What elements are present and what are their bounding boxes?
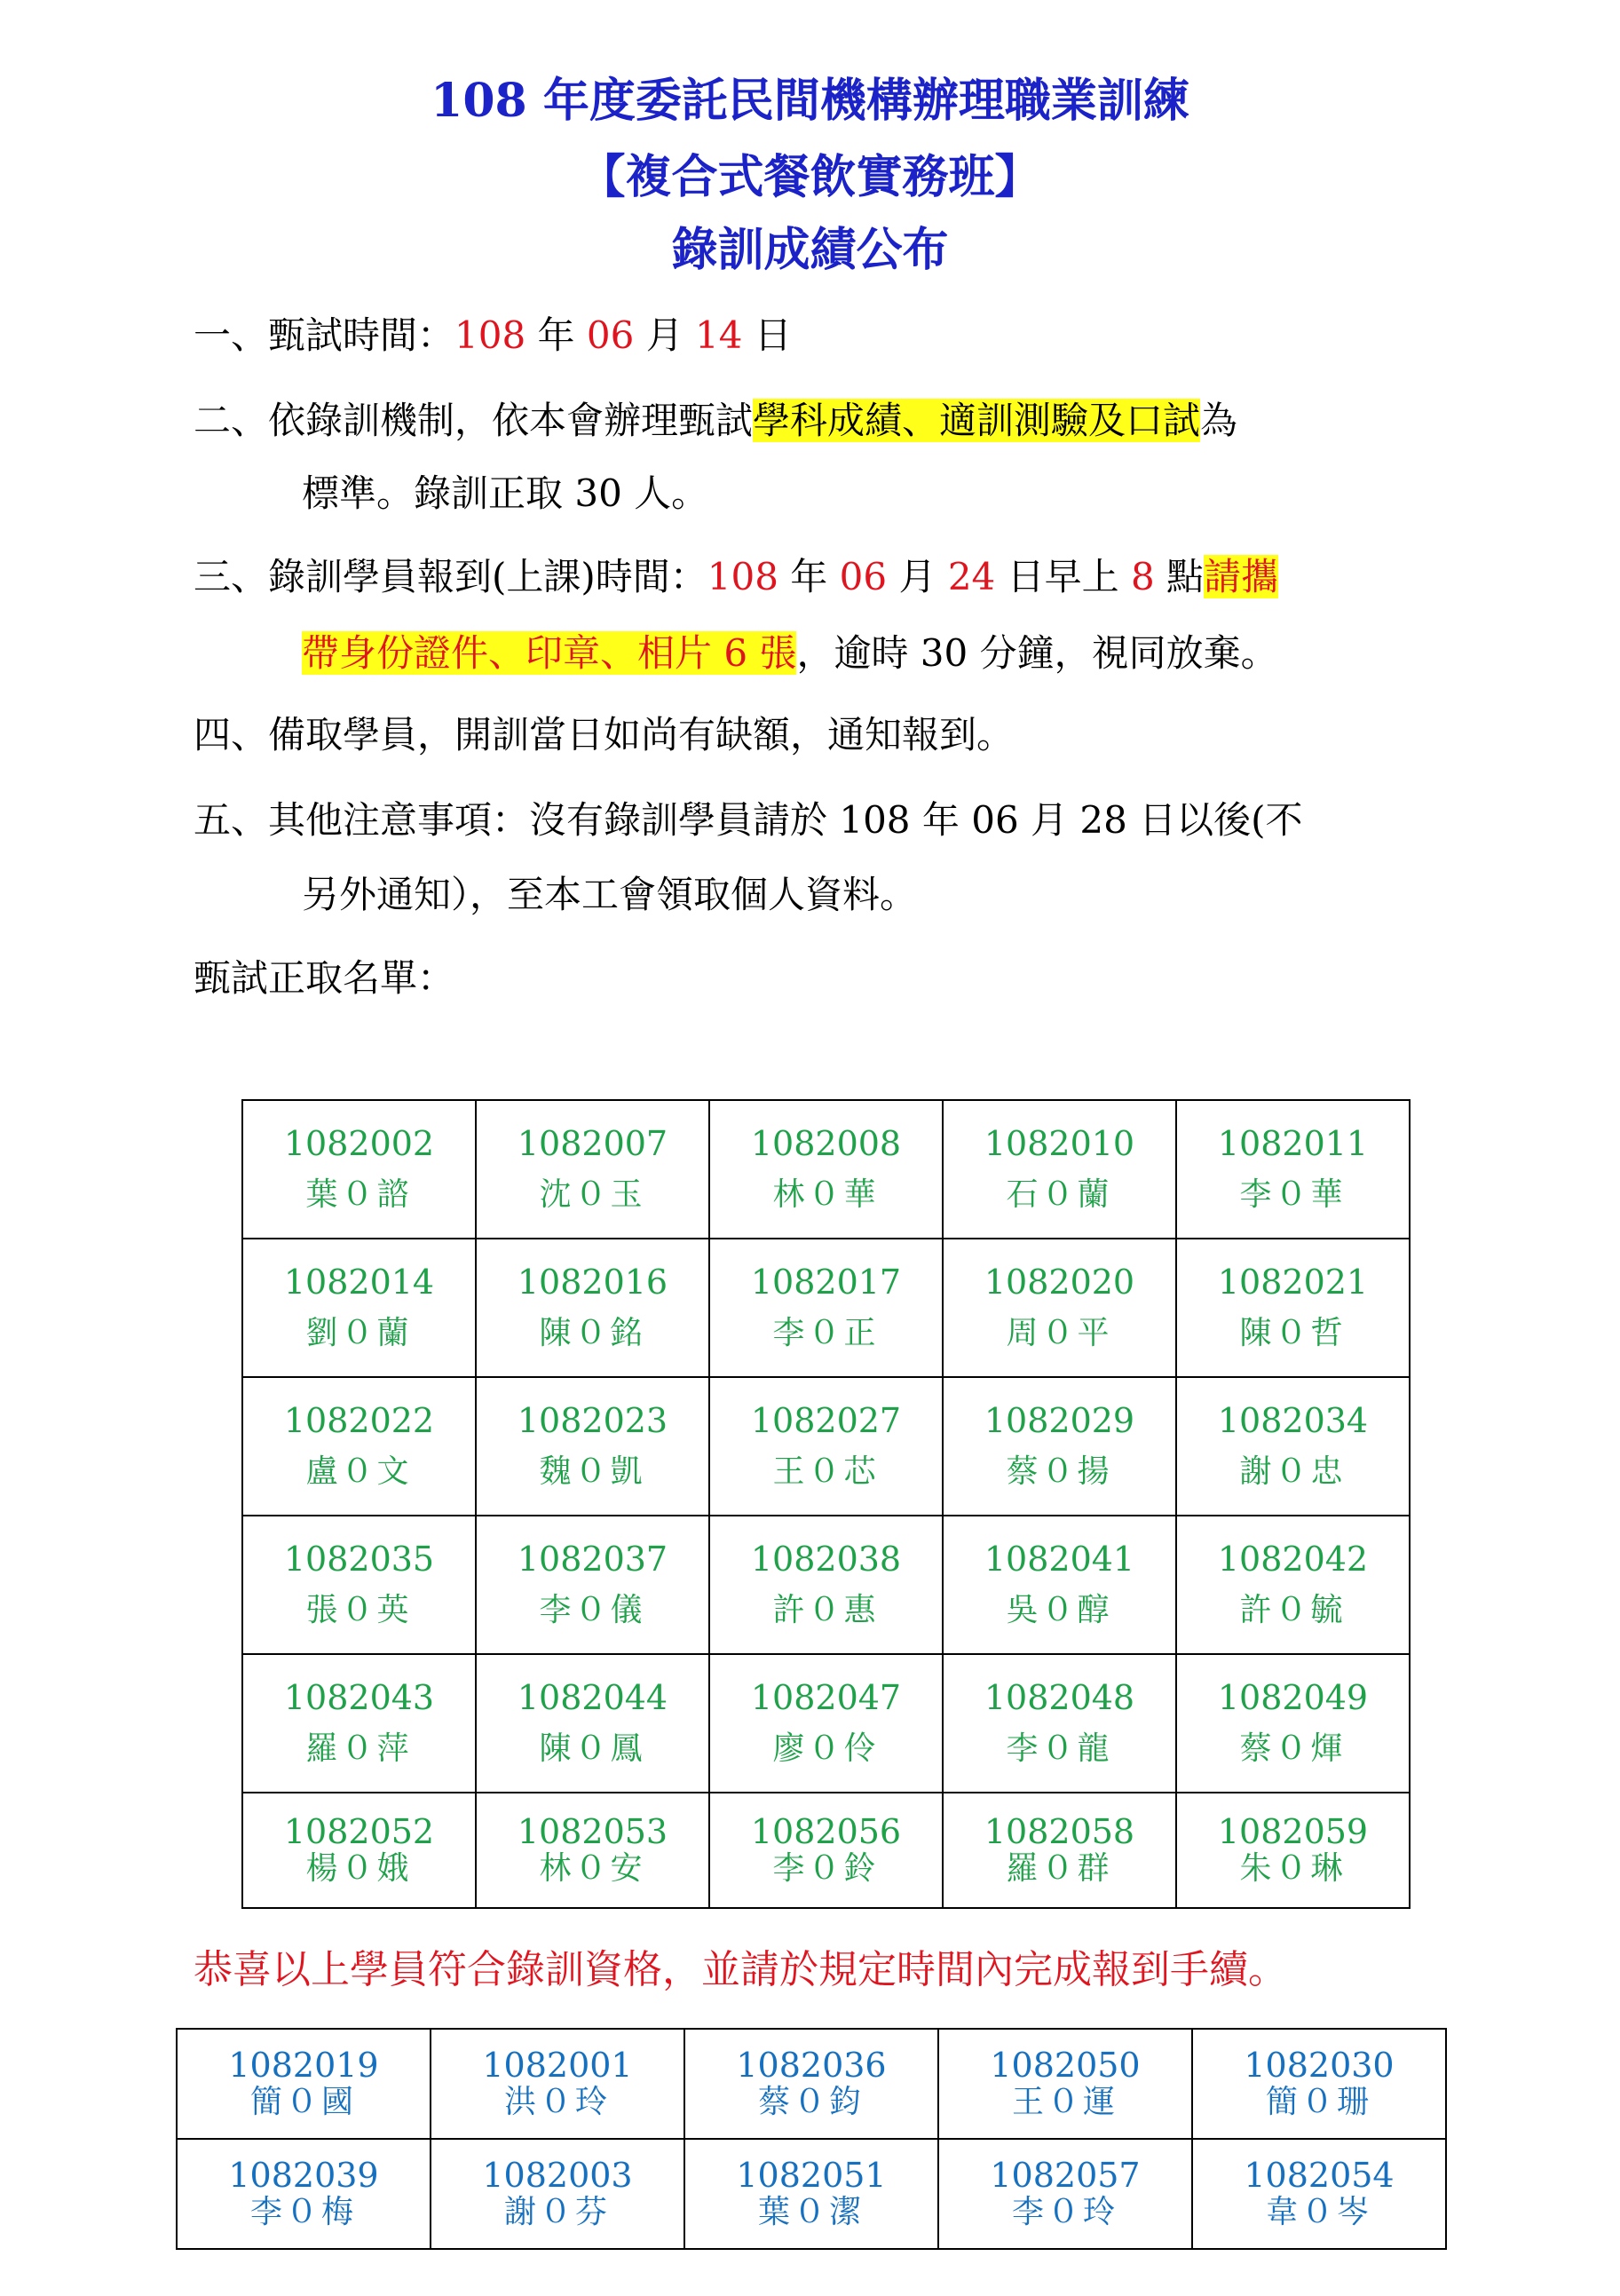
report-time-line xyxy=(194,554,1278,600)
student-cell xyxy=(242,1516,476,1654)
criteria-text: 二、依錄訓機制，依本會辦理甄試 xyxy=(194,399,754,442)
student-id: 1082011 xyxy=(1217,1124,1369,1163)
exam-year: 108 xyxy=(454,313,526,357)
student-id: 1082021 xyxy=(1217,1263,1369,1302)
student-name: 李０華 xyxy=(1239,1176,1347,1213)
student-cell xyxy=(938,2139,1192,2249)
student-id: 1082020 xyxy=(984,1263,1135,1302)
student-cell xyxy=(431,2139,684,2249)
bring-items-highlight-start: 請攜 xyxy=(1204,555,1279,598)
student-cell xyxy=(1176,1793,1410,1908)
student-id: 1082057 xyxy=(990,2156,1141,2195)
student-id: 1082007 xyxy=(517,1124,668,1163)
congratulations-notice: 恭喜以上學員符合錄訓資格，並請於規定時間內完成報到手續。 xyxy=(194,1947,1287,1992)
report-month-unit: 月 xyxy=(887,555,948,598)
report-year-unit: 年 xyxy=(778,555,840,598)
student-cell xyxy=(476,1100,709,1239)
student-id: 1082035 xyxy=(283,1540,435,1579)
student-cell xyxy=(242,1100,476,1239)
student-cell xyxy=(476,1793,709,1908)
table-row xyxy=(242,1793,1410,1908)
student-name: 簡０國 xyxy=(249,2084,357,2120)
table-row xyxy=(177,2029,1446,2139)
table-row xyxy=(177,2139,1446,2249)
student-cell xyxy=(431,2029,684,2139)
student-cell xyxy=(177,2139,431,2249)
student-id: 1082010 xyxy=(984,1124,1135,1163)
report-hour: 8 xyxy=(1130,555,1155,598)
table-row xyxy=(242,1377,1410,1516)
student-name: 石０蘭 xyxy=(1006,1176,1113,1213)
student-id: 1082052 xyxy=(283,1812,435,1851)
student-name: 洪０玲 xyxy=(503,2084,611,2120)
report-hour-unit: 點 xyxy=(1154,555,1205,598)
student-cell xyxy=(476,1516,709,1654)
student-cell xyxy=(242,1654,476,1793)
student-id: 1082048 xyxy=(984,1678,1135,1717)
report-label: 三、錄訓學員報到(上課)時間： xyxy=(194,555,707,598)
student-cell xyxy=(709,1377,943,1516)
student-id: 1082030 xyxy=(1244,2046,1395,2085)
student-cell xyxy=(943,1377,1176,1516)
student-cell xyxy=(1176,1516,1410,1654)
student-name: 羅０萍 xyxy=(305,1730,413,1767)
student-cell xyxy=(476,1654,709,1793)
student-name: 王０運 xyxy=(1011,2084,1118,2120)
student-name: 楊０娥 xyxy=(305,1850,413,1887)
page-title: 108 年度委託民間機構辦理職業訓練 xyxy=(431,74,1189,128)
student-id: 1082022 xyxy=(283,1401,435,1440)
student-cell xyxy=(1176,1239,1410,1377)
student-cell xyxy=(943,1654,1176,1793)
student-id: 1082050 xyxy=(990,2046,1141,2085)
admission-criteria-line xyxy=(194,398,1237,444)
student-name: 許０毓 xyxy=(1239,1592,1347,1628)
table-row xyxy=(242,1516,1410,1654)
waitlist-table xyxy=(176,2028,1447,2250)
student-name: 許０惠 xyxy=(772,1592,880,1628)
student-id: 1082001 xyxy=(482,2046,633,2085)
student-id: 1082043 xyxy=(283,1678,435,1717)
student-cell xyxy=(709,1654,943,1793)
student-id: 1082029 xyxy=(984,1401,1135,1440)
student-cell xyxy=(684,2139,938,2249)
admitted-list-label: 甄試正取名單： xyxy=(194,956,455,1000)
report-day: 24 xyxy=(947,555,996,598)
other-notes-line-2: 另外通知），至本工會領取個人資料。 xyxy=(302,873,918,916)
student-cell xyxy=(943,1100,1176,1239)
student-cell xyxy=(1176,1100,1410,1239)
student-name: 劉０蘭 xyxy=(305,1315,413,1351)
report-month: 06 xyxy=(839,555,888,598)
student-name: 李０儀 xyxy=(539,1592,646,1628)
student-name: 吳０醇 xyxy=(1006,1592,1113,1628)
student-cell xyxy=(242,1793,476,1908)
student-cell xyxy=(242,1239,476,1377)
student-cell xyxy=(242,1377,476,1516)
student-id: 1082038 xyxy=(750,1540,902,1579)
table-row xyxy=(242,1100,1410,1239)
student-name: 葉０潔 xyxy=(757,2194,865,2230)
student-name: 李０正 xyxy=(772,1315,880,1351)
criteria-text-end: 為 xyxy=(1200,399,1238,442)
table-row xyxy=(242,1654,1410,1793)
student-id: 1082019 xyxy=(228,2046,379,2085)
student-cell xyxy=(709,1516,943,1654)
student-id: 1082008 xyxy=(750,1124,902,1163)
student-name: 陳０銘 xyxy=(539,1315,646,1351)
waitlist-note-line: 四、備取學員，開訓當日如尚有缺額，通知報到。 xyxy=(194,713,1015,756)
bring-items-line xyxy=(302,630,1278,677)
results-title: 錄訓成績公布 xyxy=(671,223,949,277)
student-cell xyxy=(709,1793,943,1908)
student-name: 林０安 xyxy=(539,1850,646,1887)
student-cell xyxy=(177,2029,431,2139)
student-id: 1082003 xyxy=(482,2156,633,2195)
student-name: 沈０玉 xyxy=(539,1176,646,1213)
student-id: 1082041 xyxy=(984,1540,1135,1579)
student-name: 謝０芬 xyxy=(503,2194,611,2230)
student-id: 1082049 xyxy=(1217,1678,1369,1717)
student-id: 1082051 xyxy=(736,2156,887,2195)
student-cell xyxy=(684,2029,938,2139)
student-name: 李０梅 xyxy=(249,2194,357,2230)
student-name: 廖０伶 xyxy=(772,1730,880,1767)
student-name: 簡０珊 xyxy=(1265,2084,1372,2120)
student-name: 謝０忠 xyxy=(1239,1453,1347,1490)
other-notes-line: 五、其他注意事項：沒有錄訓學員請於 108 年 06 月 28 日以後(不 xyxy=(194,798,1303,842)
student-cell xyxy=(1176,1654,1410,1793)
exam-date-label: 一、甄試時間： xyxy=(194,313,455,357)
report-year: 108 xyxy=(707,555,778,598)
student-cell xyxy=(709,1100,943,1239)
class-name-title: 【複合式餐飲實務班】 xyxy=(579,150,1041,204)
student-id: 1082016 xyxy=(517,1263,668,1302)
student-id: 1082027 xyxy=(750,1401,902,1440)
exam-year-unit: 年 xyxy=(526,313,587,357)
student-name: 蔡０煇 xyxy=(1239,1730,1347,1767)
student-id: 1082034 xyxy=(1217,1401,1369,1440)
late-policy-text: ，逾時 30 分鐘，視同放棄。 xyxy=(796,631,1278,675)
student-id: 1082002 xyxy=(283,1124,435,1163)
student-name: 葉０諮 xyxy=(305,1176,413,1213)
exam-month-unit: 月 xyxy=(634,313,696,357)
student-name: 蔡０揚 xyxy=(1006,1453,1113,1490)
student-name: 周０平 xyxy=(1006,1315,1113,1351)
student-name: 陳０哲 xyxy=(1239,1315,1347,1351)
exam-month: 06 xyxy=(586,313,635,357)
student-id: 1082042 xyxy=(1217,1540,1369,1579)
student-cell xyxy=(943,1516,1176,1654)
student-cell xyxy=(1176,1377,1410,1516)
student-id: 1082059 xyxy=(1217,1812,1369,1851)
student-name: 朱０琳 xyxy=(1239,1850,1347,1887)
student-name: 李０鈴 xyxy=(772,1850,880,1887)
exam-day: 14 xyxy=(695,313,743,357)
student-cell xyxy=(1192,2029,1446,2139)
student-name: 李０玲 xyxy=(1011,2194,1118,2230)
exam-date-line xyxy=(194,313,792,359)
student-name: 陳０鳳 xyxy=(539,1730,646,1767)
student-cell xyxy=(476,1239,709,1377)
student-cell xyxy=(1192,2139,1446,2249)
bring-items-highlight: 帶身份證件、印章、相片 6 張 xyxy=(302,631,797,675)
student-cell xyxy=(938,2029,1192,2139)
student-name: 韋０岑 xyxy=(1265,2194,1372,2230)
student-id: 1082058 xyxy=(984,1812,1135,1851)
exam-day-unit: 日 xyxy=(742,313,792,357)
student-cell xyxy=(709,1239,943,1377)
student-name: 蔡０鈞 xyxy=(757,2084,865,2120)
student-id: 1082014 xyxy=(283,1263,435,1302)
student-id: 1082053 xyxy=(517,1812,668,1851)
student-id: 1082056 xyxy=(750,1812,902,1851)
student-id: 1082047 xyxy=(750,1678,902,1717)
student-id: 1082037 xyxy=(517,1540,668,1579)
student-cell xyxy=(476,1377,709,1516)
student-name: 魏０凱 xyxy=(539,1453,646,1490)
admitted-table xyxy=(241,1099,1411,1909)
student-name: 林０華 xyxy=(772,1176,880,1213)
student-id: 1082044 xyxy=(517,1678,668,1717)
criteria-highlight: 學科成績、適訓測驗及口試 xyxy=(753,399,1201,442)
student-id: 1082017 xyxy=(750,1263,902,1302)
student-cell xyxy=(943,1239,1176,1377)
student-name: 羅０群 xyxy=(1006,1850,1113,1887)
student-name: 王０芯 xyxy=(772,1453,880,1490)
student-id: 1082023 xyxy=(517,1401,668,1440)
student-id: 1082036 xyxy=(736,2046,887,2085)
student-name: 張０英 xyxy=(305,1592,413,1628)
table-row xyxy=(242,1239,1410,1377)
report-day-unit: 日早上 xyxy=(995,555,1131,598)
student-name: 李０龍 xyxy=(1006,1730,1113,1767)
student-cell xyxy=(943,1793,1176,1908)
student-id: 1082039 xyxy=(228,2156,379,2195)
admission-count-line: 標準。錄訓正取 30 人。 xyxy=(302,471,709,515)
student-id: 1082054 xyxy=(1244,2156,1395,2195)
student-name: 盧０文 xyxy=(305,1453,413,1490)
